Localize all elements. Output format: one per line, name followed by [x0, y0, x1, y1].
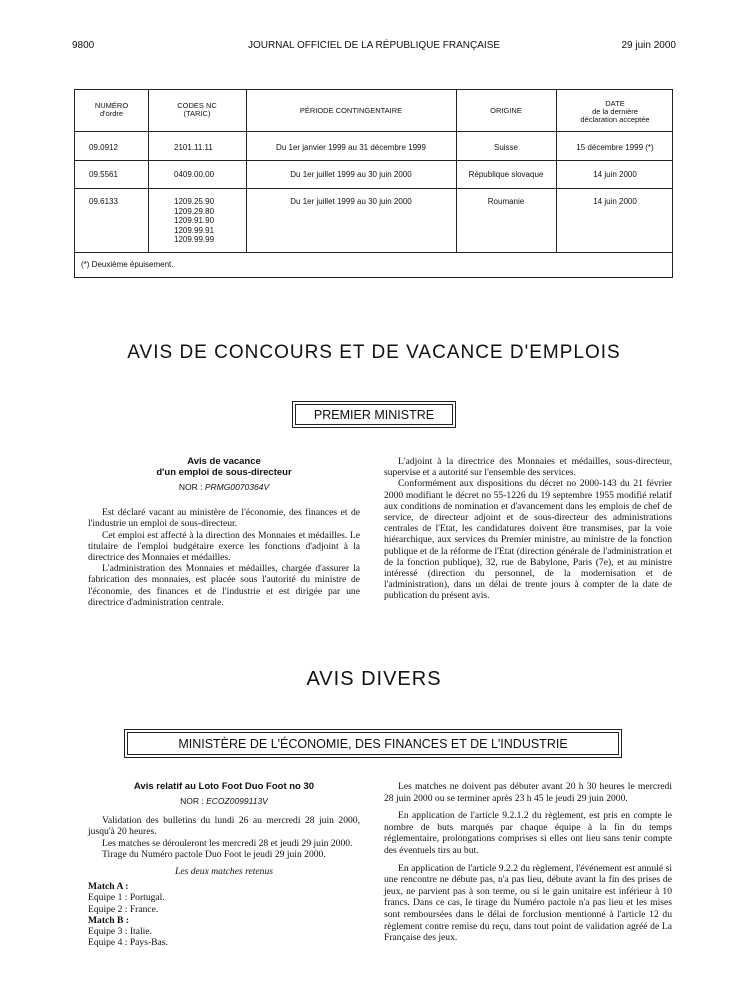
table-footnote: (*) Deuxième épuisement. — [81, 260, 174, 269]
loto-left-column: Avis relatif au Loto Foot Duo Foot no 30 NOR : ECOZ0099113V Validation des bulletins du lundi 26 au mercredi 28 juin 2000, jusqu'à 20 heures. Les matches se dérouleront les mercredi 28 et jeudi 29 juin 2000. Tirage du Numéro pactole Duo Foot le jeudi 29 juin 2000. Les deux matches retenus Match A : Equipe 1 : Portugal. Equipe 2 : France. Match B : Equipe 3 : Italie. Equipe 4 : Pays-Bas. — [88, 781, 360, 949]
row1-origine: Suisse — [493, 143, 518, 152]
row2-periode: Du 1er juillet 1999 au 30 juin 2000 — [290, 170, 412, 179]
quota-table — [74, 89, 673, 278]
header-numero: NUMÉRO d'ordre — [94, 101, 129, 118]
match-b: Match B : Equipe 3 : Italie. Equipe 4 : Pays-Bas. — [88, 914, 168, 949]
row1-code: 2101.11.11 — [174, 143, 213, 152]
vacancy-nor: NOR : PRMG0070364V — [178, 482, 270, 492]
section-title-avis-divers: AVIS DIVERS — [306, 668, 442, 690]
row3-numero: 09.6133 — [89, 197, 118, 206]
loto-right-column: Les matches ne doivent pas débuter avant 20 h 30 heures le mercredi 28 juin 2000 ou se terminer après 23 h 45 le jeudi 29 juin 2000. En application de l'article 9.2.1.2 du règlement, est pris en compte le nombre de buts marqués par chaque équipe à la fin du temps réglementaire, prolongations comprises si elles ont lieu sans tenir compte des éventuels tirs au but. En application de l'article 9.2.2 du règlement, l'événement est annulé si une rencontre ne débute pas, n'a pas lieu, débute avant la fin des prises de jeux, ne parvient pas à son terme, ou si le gain unitaire est inférieur à 10 francs. Dans ce cas, le tirage du Numéro pactole n'a pas lieu et les mises sont remboursées dans le délai de forclusion mentionné à l'article 12 du règlement contre remise du reçu, dans tout point de validation agréé de La Française des jeux. — [384, 781, 672, 944]
loto-title: Avis relatif au Loto Foot Duo Foot no 30 — [133, 781, 315, 792]
header-origine: ORIGINE — [490, 106, 522, 115]
row1-numero: 09.0912 — [89, 143, 118, 152]
vacancy-left-column: Avis de vacance d'un emploi de sous-directeur NOR : PRMG0070364V Est déclaré vacant au ministère de l'économie, des finances et de l'industrie un emploi de sous-directeur. Cet emploi est affecté à la direction des Monnaies et médailles. Le titulaire de l'emploi budgétaire exerce les fonctions d'adjoint à la directrice des Monnaies et médailles. L'administration des Monnaies et médailles, chargée d'assurer la fabrication des monnaies, est placée sous l'autorité du ministre de l'économie, des finances et de l'industrie et est dirigée par une directrice d'administration centrale. — [88, 456, 360, 608]
section-title-concours: AVIS DE CONCOURS ET DE VACANCE D'EMPLOIS — [127, 342, 621, 363]
header-codes: CODES NC (TARIC) — [177, 101, 217, 118]
header-date: DATE de la dernière déclaration acceptée — [580, 99, 650, 124]
row2-numero: 09.5561 — [89, 170, 118, 179]
row1-date: 15 décembre 1999 (*) — [576, 143, 654, 152]
row3-origine: Roumanie — [487, 197, 525, 206]
journal-title: JOURNAL OFFICIEL DE LA RÉPUBLIQUE FRANÇAISE — [247, 40, 501, 51]
row2-code: 0409.00.00 — [174, 170, 215, 179]
row2-date: 14 juin 2000 — [593, 170, 637, 179]
row3-codes: 1209.25.90 1209.29.80 1209.91.90 1209.99.91 1209.99.99 — [174, 197, 215, 244]
header-date: 29 juin 2000 — [621, 40, 676, 51]
vacancy-right-column: L'adjoint à la directrice des Monnaies et médailles, sous-directeur, supervise et a autorité sur l'ensemble des services. Conformément aux dispositions du décret no 2000-143 du 21 février 2000 modifiant le décret no 55-1226 du 19 septembre 1955 modifié relatif aux conditions de nomination et d'avancement dans les emplois de chef de service, de directeur adjoint et de sous-directeur des administrations centrales de l'Etat, les candidatures doivent être transmises, par la voie hiérarchique, aux services du Premier ministre, au ministre de la fonction publique et de la réforme de l'Etat (direction générale de l'administration et de la fonction publique), 32, rue de Babylone, Paris (7e), et au ministre intéressé (direction du personnel, de la modernisation et de l'administration), dans un délai de trente jours à compter de la date de publication du présent avis. — [384, 456, 672, 602]
match-a: Match A : Equipe 1 : Portugal. Equipe 2 : France. — [88, 881, 165, 915]
ministry-box-economie: MINISTÈRE DE L'ÉCONOMIE, DES FINANCES ET DE L'INDUSTRIE — [124, 729, 622, 758]
page-number: 9800 — [72, 40, 95, 51]
row3-periode: Du 1er juillet 1999 au 30 juin 2000 — [290, 197, 412, 206]
retained-matches-heading: Les deux matches retenus — [175, 866, 273, 878]
ministry-box-premier-ministre: PREMIER MINISTRE — [292, 401, 456, 428]
vacancy-title: Avis de vacance d'un emploi de sous-directeur — [156, 456, 292, 478]
loto-nor: NOR : ECOZ0099113V — [180, 796, 268, 806]
row1-periode: Du 1er janvier 1999 au 31 décembre 1999 — [276, 143, 426, 152]
row2-origine: République slovaque — [468, 170, 544, 179]
header-periode: PÉRIODE CONTINGENTAIRE — [299, 106, 403, 115]
row3-date: 14 juin 2000 — [593, 197, 637, 206]
